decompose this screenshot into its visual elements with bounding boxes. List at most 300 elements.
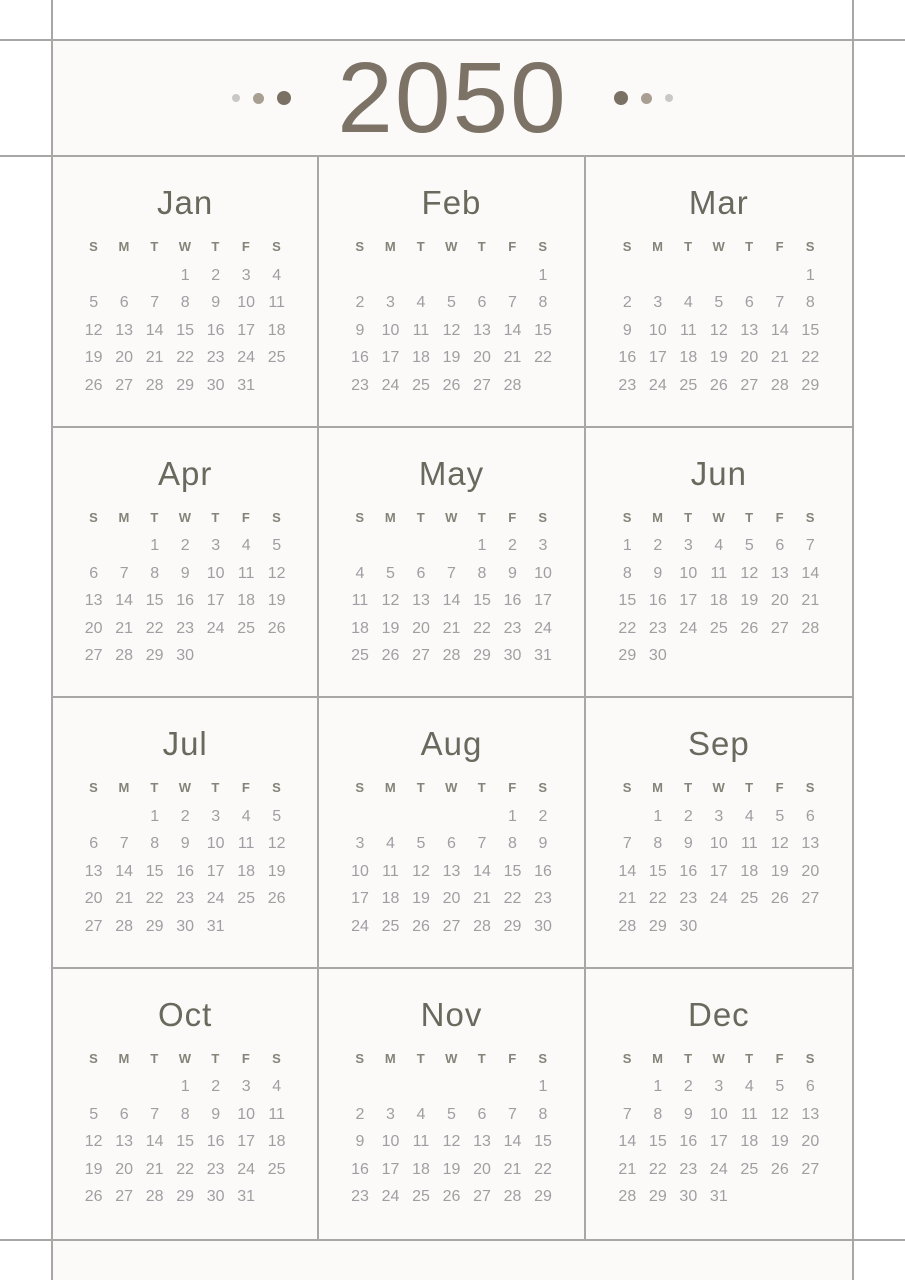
weekday-header: S bbox=[89, 780, 99, 795]
date-cell: 2 bbox=[355, 294, 365, 312]
date-cell: 9 bbox=[683, 835, 693, 853]
date-cell: 12 bbox=[442, 321, 461, 339]
weekday-header-row bbox=[586, 778, 852, 798]
date-cell: 17 bbox=[206, 592, 225, 610]
date-cell: 16 bbox=[206, 1133, 225, 1151]
date-cell: 19 bbox=[442, 1160, 461, 1178]
month-title: Nov bbox=[420, 995, 483, 1033]
date-cell: 18 bbox=[679, 349, 698, 367]
weekday-header: S bbox=[622, 780, 632, 795]
weekday-header-row bbox=[53, 1049, 317, 1069]
empty-date-cell bbox=[375, 262, 406, 290]
weekday-header: S bbox=[538, 780, 548, 795]
weekday-header: F bbox=[241, 239, 251, 254]
weekday-header: T bbox=[745, 239, 754, 254]
date-cell: 6 bbox=[805, 807, 815, 825]
weekday-header: T bbox=[416, 239, 426, 254]
date-cell: 4 bbox=[416, 294, 426, 312]
date-cell: 21 bbox=[145, 349, 164, 367]
date-cell: 23 bbox=[648, 619, 667, 637]
date-cell: 11 bbox=[412, 1133, 430, 1151]
date-cell: 30 bbox=[679, 917, 698, 935]
weekday-header: F bbox=[241, 1050, 251, 1066]
date-cell: 10 bbox=[709, 835, 728, 853]
weekday-header: S bbox=[355, 1050, 365, 1066]
date-cell: 17 bbox=[709, 862, 728, 880]
date-cell: 4 bbox=[714, 537, 724, 555]
date-cell: 11 bbox=[237, 835, 255, 853]
date-cell: 23 bbox=[351, 1188, 369, 1206]
date-cell: 25 bbox=[267, 1160, 286, 1178]
date-cell: 28 bbox=[770, 376, 789, 394]
date-cell: 2 bbox=[211, 266, 221, 284]
date-cell: 16 bbox=[351, 1160, 369, 1178]
weekday-header: W bbox=[712, 1050, 726, 1066]
empty-date-cell bbox=[109, 803, 140, 831]
empty-date-cell bbox=[139, 1074, 170, 1102]
weekday-header: M bbox=[652, 1050, 664, 1066]
weekday-header: W bbox=[445, 1050, 458, 1066]
date-cell: 21 bbox=[618, 890, 637, 908]
date-cell: 23 bbox=[176, 619, 195, 637]
date-cell: 29 bbox=[801, 376, 820, 394]
dot-icon bbox=[277, 91, 291, 105]
month-title: Feb bbox=[421, 184, 482, 221]
dot-icon bbox=[641, 93, 652, 104]
date-cell: 11 bbox=[237, 564, 255, 582]
date-cell: 17 bbox=[237, 1133, 256, 1151]
year-header bbox=[53, 41, 852, 155]
date-cell: 10 bbox=[709, 1105, 728, 1123]
date-cell: 3 bbox=[683, 537, 693, 555]
date-cell: 24 bbox=[648, 376, 667, 394]
weekday-header: S bbox=[622, 239, 632, 254]
date-cell: 3 bbox=[653, 294, 663, 312]
header-divider-line bbox=[0, 155, 905, 157]
date-cell: 11 bbox=[741, 1105, 758, 1123]
date-cell: 24 bbox=[351, 917, 369, 935]
dates-grid bbox=[319, 803, 583, 941]
weekday-header: T bbox=[684, 780, 693, 795]
date-cell: 10 bbox=[206, 835, 225, 853]
empty-date-cell bbox=[78, 533, 109, 561]
date-cell: 4 bbox=[355, 564, 365, 582]
date-cell: 28 bbox=[503, 376, 522, 394]
date-cell: 22 bbox=[176, 349, 195, 367]
date-cell: 15 bbox=[648, 1133, 667, 1151]
date-cell: 25 bbox=[351, 647, 369, 665]
date-cell: 23 bbox=[679, 890, 698, 908]
date-cell: 16 bbox=[534, 862, 552, 880]
weekday-header: W bbox=[712, 509, 726, 525]
date-cell: 2 bbox=[180, 537, 190, 555]
date-cell: 28 bbox=[618, 1188, 637, 1206]
date-cell: 8 bbox=[538, 294, 548, 312]
date-cell: 12 bbox=[267, 564, 286, 582]
month-title: Oct bbox=[157, 995, 213, 1033]
date-cell: 20 bbox=[442, 890, 461, 908]
weekday-header: F bbox=[775, 239, 785, 254]
date-cell: 31 bbox=[534, 647, 552, 665]
date-cell: 18 bbox=[709, 592, 728, 610]
weekday-header: W bbox=[178, 239, 192, 254]
weekday-header: T bbox=[477, 239, 487, 254]
date-cell: 3 bbox=[538, 537, 548, 555]
weekday-header: F bbox=[508, 780, 517, 795]
date-cell: 21 bbox=[115, 619, 134, 637]
weekday-header-row bbox=[319, 1049, 583, 1069]
date-cell: 21 bbox=[503, 1160, 522, 1178]
date-cell: 10 bbox=[206, 564, 225, 582]
date-cell: 11 bbox=[710, 564, 728, 582]
date-cell: 5 bbox=[89, 294, 99, 312]
date-cell: 20 bbox=[84, 619, 103, 637]
date-cell: 25 bbox=[267, 349, 286, 367]
date-cell: 12 bbox=[267, 835, 286, 853]
date-cell: 27 bbox=[115, 376, 134, 394]
date-cell: 6 bbox=[744, 294, 754, 312]
empty-date-cell bbox=[467, 262, 498, 290]
month-oct bbox=[53, 969, 319, 1240]
date-cell: 20 bbox=[740, 349, 759, 367]
date-cell: 28 bbox=[115, 917, 134, 935]
weekday-header: F bbox=[241, 509, 251, 525]
date-cell: 10 bbox=[679, 564, 698, 582]
dot-icon bbox=[665, 94, 673, 102]
date-cell: 13 bbox=[801, 835, 820, 853]
date-cell: 18 bbox=[740, 1133, 759, 1151]
weekday-header: F bbox=[508, 1050, 517, 1066]
date-cell: 3 bbox=[386, 1105, 395, 1123]
date-cell: 4 bbox=[744, 807, 754, 825]
date-cell: 9 bbox=[180, 835, 190, 853]
date-cell: 18 bbox=[381, 890, 400, 908]
date-cell: 8 bbox=[538, 1105, 548, 1123]
weekday-header-row bbox=[586, 1049, 852, 1069]
date-cell: 16 bbox=[351, 349, 369, 367]
date-cell: 2 bbox=[538, 807, 548, 825]
date-cell: 28 bbox=[442, 647, 461, 665]
date-cell: 21 bbox=[801, 592, 820, 610]
weekday-header: F bbox=[775, 509, 785, 525]
date-cell: 24 bbox=[381, 376, 400, 394]
month-aug bbox=[319, 698, 585, 969]
decorative-dots-right bbox=[614, 91, 673, 105]
date-cell: 17 bbox=[237, 321, 256, 339]
weekday-header: T bbox=[745, 1050, 754, 1066]
date-cell: 14 bbox=[145, 1133, 164, 1151]
date-cell: 15 bbox=[648, 862, 667, 880]
date-cell: 5 bbox=[775, 1078, 785, 1096]
date-cell: 19 bbox=[84, 349, 103, 367]
year-title: 2050 bbox=[337, 42, 568, 154]
date-cell: 8 bbox=[622, 564, 632, 582]
date-cell: 2 bbox=[211, 1078, 221, 1096]
date-cell: 1 bbox=[150, 537, 160, 555]
date-cell: 16 bbox=[648, 592, 667, 610]
date-cell: 28 bbox=[145, 1188, 164, 1206]
date-cell: 6 bbox=[775, 537, 785, 555]
date-cell: 7 bbox=[805, 537, 815, 555]
date-cell: 29 bbox=[534, 1188, 552, 1206]
date-cell: 13 bbox=[442, 862, 461, 880]
date-cell: 2 bbox=[653, 537, 663, 555]
date-cell: 13 bbox=[473, 321, 491, 339]
date-cell: 24 bbox=[206, 619, 225, 637]
date-cell: 23 bbox=[534, 890, 552, 908]
date-cell: 20 bbox=[801, 1133, 820, 1151]
date-cell: 22 bbox=[801, 349, 820, 367]
date-cell: 6 bbox=[119, 1105, 129, 1123]
weekday-header: S bbox=[355, 780, 365, 795]
date-cell: 17 bbox=[381, 1160, 400, 1178]
month-title: Jun bbox=[690, 454, 747, 492]
date-cell: 3 bbox=[241, 266, 251, 284]
date-cell: 10 bbox=[351, 862, 369, 880]
date-cell: 26 bbox=[84, 376, 103, 394]
date-cell: 5 bbox=[272, 537, 282, 555]
month-title: Mar bbox=[688, 184, 749, 221]
weekday-header: M bbox=[652, 509, 664, 525]
date-cell: 31 bbox=[237, 1188, 256, 1206]
date-cell: 26 bbox=[84, 1188, 103, 1206]
date-cell: 17 bbox=[206, 862, 225, 880]
weekday-header: T bbox=[416, 509, 426, 525]
weekday-header-row bbox=[53, 237, 317, 257]
date-cell: 25 bbox=[412, 1188, 430, 1206]
weekday-header: W bbox=[178, 509, 192, 525]
weekday-header: T bbox=[211, 239, 220, 254]
date-cell: 23 bbox=[503, 619, 522, 637]
date-cell: 29 bbox=[145, 647, 164, 665]
date-cell: 31 bbox=[237, 376, 256, 394]
date-cell: 24 bbox=[679, 619, 698, 637]
date-cell: 20 bbox=[473, 1160, 491, 1178]
date-cell: 24 bbox=[237, 1160, 256, 1178]
empty-date-cell bbox=[345, 1074, 376, 1102]
date-cell: 29 bbox=[503, 917, 522, 935]
date-cell: 12 bbox=[84, 321, 103, 339]
date-cell: 24 bbox=[381, 1188, 400, 1206]
date-cell: 31 bbox=[206, 917, 225, 935]
empty-date-cell bbox=[436, 803, 467, 831]
empty-date-cell bbox=[436, 1074, 467, 1102]
date-cell: 25 bbox=[412, 376, 430, 394]
date-cell: 13 bbox=[740, 321, 759, 339]
date-cell: 10 bbox=[381, 321, 400, 339]
empty-date-cell bbox=[139, 262, 170, 290]
weekday-header-row bbox=[319, 237, 583, 257]
empty-date-cell bbox=[406, 1074, 437, 1102]
date-cell: 22 bbox=[473, 619, 491, 637]
weekday-header: M bbox=[118, 1050, 130, 1066]
empty-date-cell bbox=[375, 1074, 406, 1102]
date-cell: 27 bbox=[84, 917, 103, 935]
month-title: May bbox=[418, 454, 485, 492]
weekday-header-row bbox=[53, 508, 317, 528]
date-cell: 21 bbox=[618, 1160, 637, 1178]
date-cell: 8 bbox=[508, 835, 517, 853]
date-cell: 30 bbox=[503, 647, 522, 665]
weekday-header: M bbox=[652, 780, 664, 795]
month-may bbox=[319, 428, 585, 699]
empty-date-cell bbox=[436, 262, 467, 290]
date-cell: 9 bbox=[355, 1133, 365, 1151]
date-cell: 14 bbox=[503, 1133, 522, 1151]
empty-date-cell bbox=[375, 803, 406, 831]
weekday-header-row bbox=[319, 508, 583, 528]
date-cell: 10 bbox=[648, 321, 667, 339]
date-cell: 16 bbox=[503, 592, 522, 610]
date-cell: 11 bbox=[351, 592, 369, 610]
weekday-header: M bbox=[384, 239, 397, 254]
date-cell: 24 bbox=[237, 349, 256, 367]
weekday-header: T bbox=[684, 239, 693, 254]
date-cell: 13 bbox=[115, 321, 134, 339]
date-cell: 13 bbox=[84, 592, 103, 610]
date-cell: 18 bbox=[412, 1160, 430, 1178]
date-cell: 1 bbox=[477, 537, 487, 555]
date-cell: 3 bbox=[211, 537, 221, 555]
date-cell: 26 bbox=[442, 1188, 461, 1206]
date-cell: 15 bbox=[145, 592, 164, 610]
date-cell: 20 bbox=[115, 349, 134, 367]
weekday-header: S bbox=[355, 239, 365, 254]
date-cell: 18 bbox=[267, 1133, 286, 1151]
date-cell: 5 bbox=[447, 294, 456, 312]
dates-grid bbox=[53, 533, 317, 671]
date-cell: 5 bbox=[272, 807, 282, 825]
weekday-header: W bbox=[445, 239, 458, 254]
date-cell: 27 bbox=[84, 647, 103, 665]
date-cell: 21 bbox=[473, 890, 491, 908]
date-cell: 25 bbox=[709, 619, 728, 637]
weekday-header: S bbox=[805, 239, 815, 254]
weekday-header: S bbox=[89, 1050, 99, 1066]
date-cell: 4 bbox=[416, 1105, 426, 1123]
empty-date-cell bbox=[109, 262, 140, 290]
date-cell: 14 bbox=[801, 564, 820, 582]
weekday-header: T bbox=[477, 1050, 487, 1066]
empty-date-cell bbox=[406, 803, 437, 831]
month-title: Jul bbox=[162, 725, 208, 762]
date-cell: 2 bbox=[180, 807, 190, 825]
date-cell: 10 bbox=[534, 564, 552, 582]
date-cell: 7 bbox=[150, 1105, 160, 1123]
top-border-line bbox=[0, 39, 905, 41]
date-cell: 6 bbox=[416, 564, 426, 582]
month-sep bbox=[586, 698, 852, 969]
date-cell: 2 bbox=[622, 294, 632, 312]
dates-grid bbox=[319, 1074, 583, 1212]
date-cell: 16 bbox=[176, 862, 195, 880]
date-cell: 9 bbox=[622, 321, 632, 339]
date-cell: 15 bbox=[534, 321, 552, 339]
month-title: Aug bbox=[420, 725, 483, 762]
weekday-header: S bbox=[538, 1050, 548, 1066]
date-cell: 29 bbox=[176, 376, 195, 394]
date-cell: 13 bbox=[412, 592, 430, 610]
date-cell: 14 bbox=[473, 862, 491, 880]
date-cell: 8 bbox=[180, 1105, 190, 1123]
date-cell: 20 bbox=[115, 1160, 134, 1178]
date-cell: 6 bbox=[447, 835, 456, 853]
date-cell: 13 bbox=[801, 1105, 820, 1123]
date-cell: 23 bbox=[618, 376, 637, 394]
weekday-header: W bbox=[178, 780, 192, 795]
date-cell: 15 bbox=[473, 592, 491, 610]
month-dec bbox=[586, 969, 852, 1240]
weekday-header: S bbox=[89, 239, 99, 254]
date-cell: 22 bbox=[648, 890, 667, 908]
date-cell: 27 bbox=[801, 890, 820, 908]
date-cell: 10 bbox=[237, 294, 256, 312]
date-cell: 7 bbox=[622, 1105, 632, 1123]
date-cell: 9 bbox=[355, 321, 365, 339]
date-cell: 22 bbox=[176, 1160, 195, 1178]
date-cell: 2 bbox=[683, 807, 693, 825]
date-cell: 18 bbox=[267, 321, 286, 339]
empty-date-cell bbox=[345, 262, 376, 290]
date-cell: 19 bbox=[709, 349, 728, 367]
weekday-header: M bbox=[118, 509, 130, 525]
date-cell: 10 bbox=[381, 1133, 400, 1151]
date-cell: 30 bbox=[176, 647, 195, 665]
weekday-header: F bbox=[775, 1050, 785, 1066]
date-cell: 8 bbox=[477, 564, 487, 582]
date-cell: 1 bbox=[538, 1078, 548, 1096]
date-cell: 13 bbox=[115, 1133, 134, 1151]
weekday-header: S bbox=[89, 509, 99, 525]
date-cell: 10 bbox=[237, 1105, 256, 1123]
date-cell: 2 bbox=[355, 1105, 365, 1123]
empty-date-cell bbox=[109, 1074, 140, 1102]
weekday-header: S bbox=[538, 509, 548, 525]
date-cell: 12 bbox=[770, 1105, 789, 1123]
date-cell: 30 bbox=[206, 376, 225, 394]
weekday-header: T bbox=[211, 780, 220, 795]
weekday-header-row bbox=[586, 237, 852, 257]
weekday-header: M bbox=[118, 239, 130, 254]
date-cell: 19 bbox=[740, 592, 759, 610]
date-cell: 9 bbox=[508, 564, 517, 582]
date-cell: 28 bbox=[503, 1188, 522, 1206]
date-cell: 9 bbox=[211, 294, 221, 312]
month-title: Dec bbox=[687, 995, 750, 1033]
date-cell: 7 bbox=[508, 294, 517, 312]
dates-grid bbox=[319, 533, 583, 671]
empty-date-cell bbox=[345, 533, 376, 561]
date-cell: 1 bbox=[653, 807, 663, 825]
date-cell: 26 bbox=[740, 619, 759, 637]
dates-grid bbox=[319, 262, 583, 400]
date-cell: 26 bbox=[770, 1160, 789, 1178]
dates-grid bbox=[586, 262, 852, 400]
dot-icon bbox=[614, 91, 628, 105]
date-cell: 28 bbox=[473, 917, 491, 935]
date-cell: 22 bbox=[648, 1160, 667, 1178]
weekday-header: T bbox=[684, 509, 693, 525]
date-cell: 1 bbox=[622, 537, 632, 555]
date-cell: 5 bbox=[714, 294, 724, 312]
date-cell: 24 bbox=[534, 619, 552, 637]
date-cell: 5 bbox=[775, 807, 785, 825]
date-cell: 9 bbox=[211, 1105, 221, 1123]
date-cell: 15 bbox=[801, 321, 820, 339]
empty-date-cell bbox=[375, 533, 406, 561]
weekday-header: F bbox=[508, 239, 517, 254]
month-jul bbox=[53, 698, 319, 969]
